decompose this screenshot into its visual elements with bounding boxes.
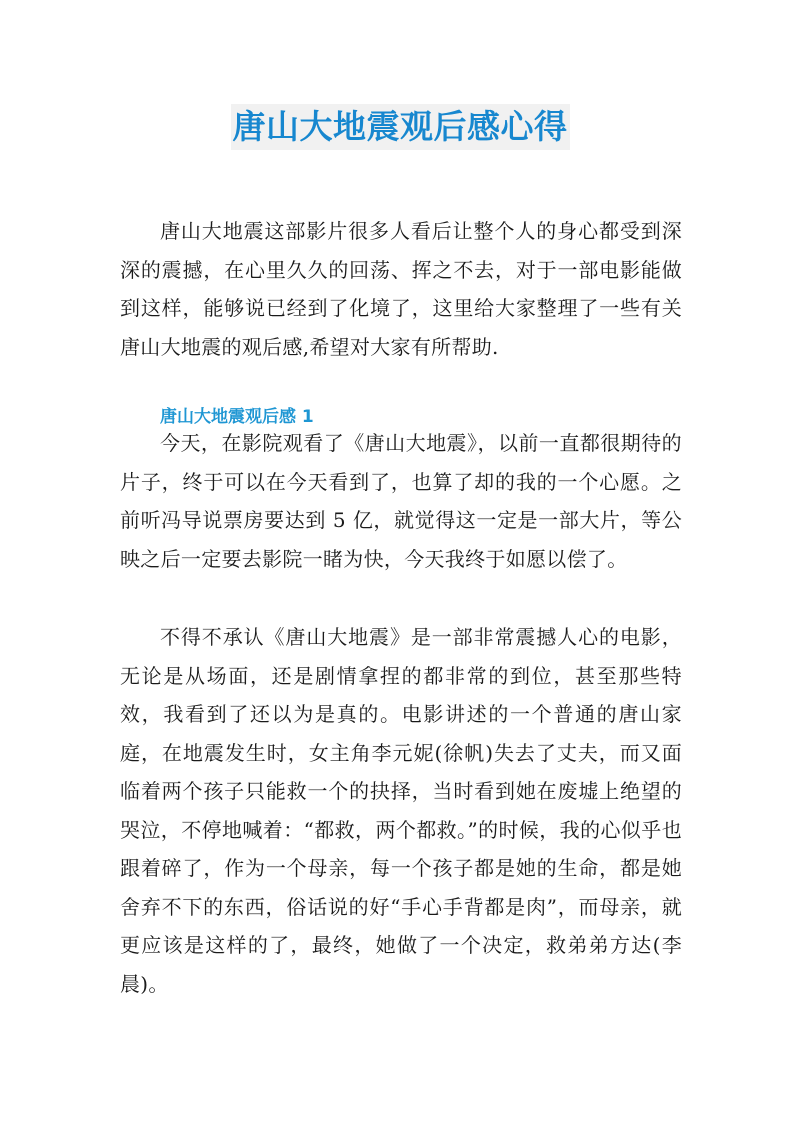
intro-paragraph: 唐山大地震这部影片很多人看后让整个人的身心都受到深深的震撼，在心里久久的回荡、挥之不去，对于一部电影能做到这样，能够说已经到了化境了，这里给大家整理了一些有关唐山大地震的观后感,希望对大家有所帮助. [120,219,682,359]
title-container [0,104,800,150]
section-paragraph-1: 今天，在影院观看了《唐山大地震》，以前一直都很期待的片子，终于可以在今天看到了，也算了却的我的一个心愿。之前听冯导说票房要达到 5 亿，就觉得这一定是一部大片，等公映之后一定要去影院一睹为快，今天我终于如愿以偿了。 [120,431,682,571]
section-heading: 唐山大地震观后感 1 [160,407,314,427]
section-paragraph-2: 不得不承认《唐山大地震》是一部非常震撼人心的电影，无论是从场面，还是剧情拿捏的都非常的到位，甚至那些特效，我看到了还以为是真的。电影讲述的一个普通的唐山家庭，在地震发生时，女主角李元妮(徐帆)失去了丈夫，而又面临着两个孩子只能救一个的抉择，当时看到她在废墟上绝望的哭泣，不停地喊着：“都救，两个都救。”的时候，我的心似乎也跟着碎了，作为一个母亲，每一个孩子都是她的生命，都是她舍弃不下的东西，俗话说的好“手心手背都是肉”，而母亲，就更应该是这样的了，最终，她做了一个决定，救弟弟方达(李晨)。 [120,625,682,996]
document-title: 唐山大地震观后感心得 [231,104,570,150]
